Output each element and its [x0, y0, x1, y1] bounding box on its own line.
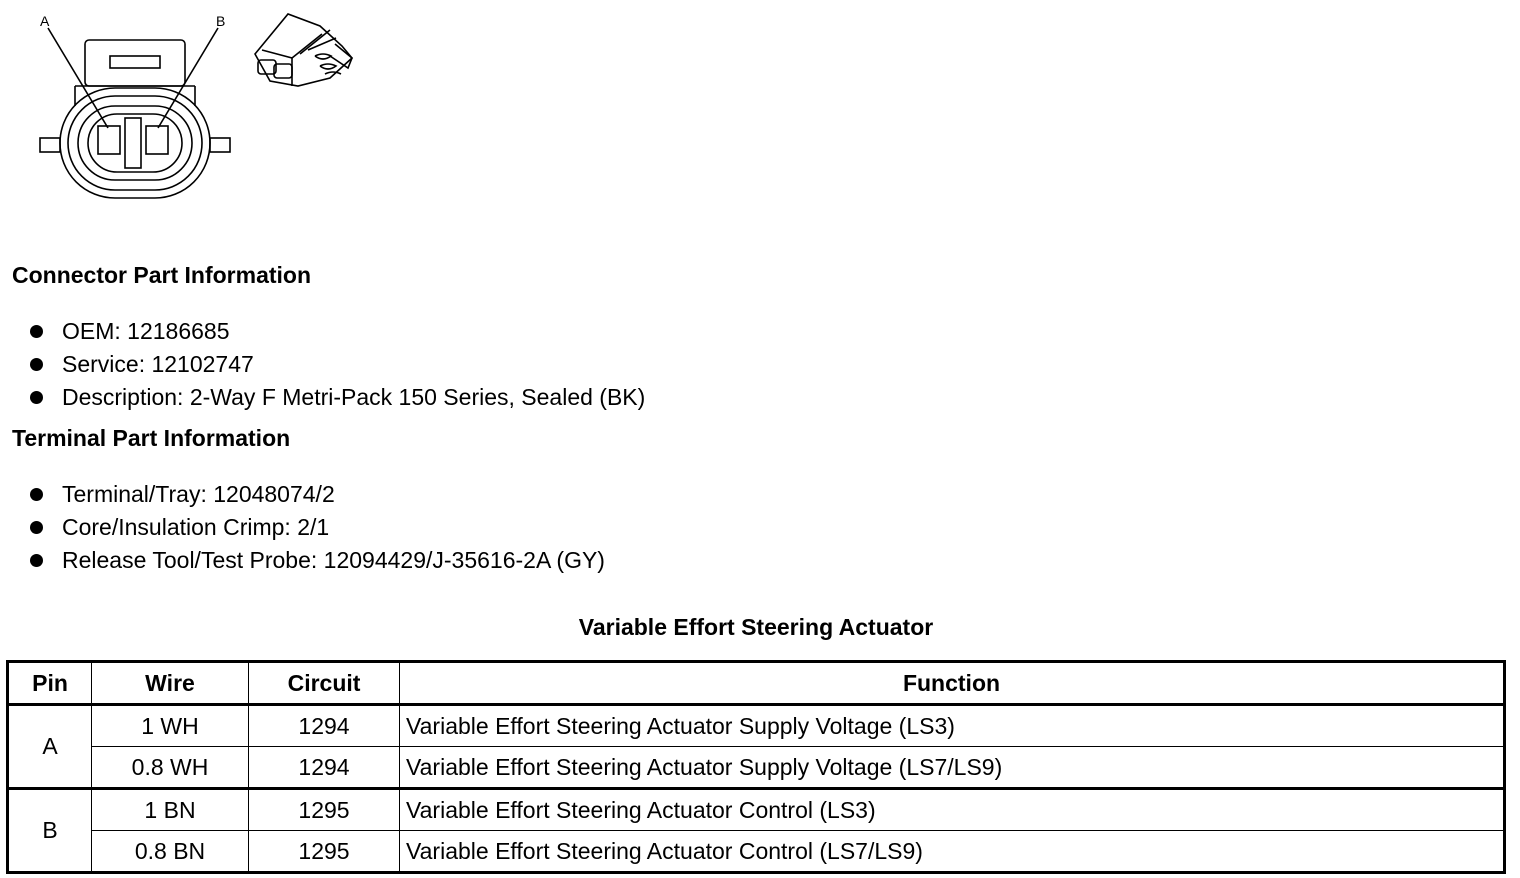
pin-b-cavity: [146, 126, 168, 154]
pin-cell: B: [8, 789, 92, 873]
circuit-cell: 1295: [249, 831, 400, 873]
terminal-info-heading: Terminal Part Information: [12, 425, 291, 451]
connector-housing-top: [85, 40, 185, 86]
function-cell: Variable Effort Steering Actuator Control (LS3): [400, 789, 1505, 831]
bullet-icon: [30, 325, 43, 338]
list-item: [30, 478, 605, 511]
header-wire: Wire: [92, 662, 249, 705]
connector-outer-seal: [60, 88, 210, 198]
connector-side-tab-left: [40, 138, 60, 152]
function-cell: Variable Effort Steering Actuator Supply Voltage (LS3): [400, 705, 1505, 747]
connector-isometric-icon: [255, 14, 352, 86]
circuit-cell: 1295: [249, 789, 400, 831]
bullet-icon: [30, 488, 43, 501]
pinout-table: [6, 660, 1506, 874]
connector-oem: OEM: 12186685: [62, 318, 230, 344]
connector-info-list: [30, 315, 645, 414]
pin-b-label: B: [216, 13, 226, 29]
bullet-icon: [30, 391, 43, 404]
table-row: [8, 831, 1505, 873]
wire-cell: 1 WH: [92, 705, 249, 747]
connector-diagram: [30, 6, 370, 206]
list-item: [30, 381, 645, 414]
connector-description: Description: 2-Way F Metri-Pack 150 Series, Sealed (BK): [62, 384, 646, 410]
connector-side-tab-right: [210, 138, 230, 152]
wire-cell: 0.8 BN: [92, 831, 249, 873]
list-item: [30, 511, 605, 544]
wire-cell: 1 BN: [92, 789, 249, 831]
pin-a-label: A: [40, 13, 50, 29]
pin-a-cavity: [98, 126, 120, 154]
pin-cell: A: [8, 705, 92, 789]
pin-b-leader-line: [158, 28, 218, 128]
bullet-icon: [30, 358, 43, 371]
terminal-info-list: [30, 478, 605, 577]
function-cell: Variable Effort Steering Actuator Supply Voltage (LS7/LS9): [400, 747, 1505, 789]
circuit-cell: 1294: [249, 705, 400, 747]
list-item: [30, 544, 605, 577]
table-row: [8, 705, 1505, 747]
list-item: [30, 315, 645, 348]
bullet-icon: [30, 554, 43, 567]
header-function: Function: [400, 662, 1505, 705]
list-item: [30, 348, 645, 381]
circuit-cell: 1294: [249, 747, 400, 789]
terminal-release-tool: Release Tool/Test Probe: 12094429/J-35616-2A (GY): [62, 547, 605, 573]
connector-service: Service: 12102747: [62, 351, 254, 377]
table-row: [8, 789, 1505, 831]
header-circuit: Circuit: [249, 662, 400, 705]
wire-cell: 0.8 WH: [92, 747, 249, 789]
table-header-row: [8, 662, 1505, 705]
function-cell: Variable Effort Steering Actuator Control (LS7/LS9): [400, 831, 1505, 873]
terminal-tray: Terminal/Tray: 12048074/2: [62, 481, 335, 507]
connector-info-heading: Connector Part Information: [12, 262, 312, 288]
table-row: [8, 747, 1505, 789]
terminal-crimp: Core/Insulation Crimp: 2/1: [62, 514, 330, 540]
table-title: Variable Effort Steering Actuator: [578, 614, 934, 640]
bullet-icon: [30, 521, 43, 534]
connector-latch-window: [110, 56, 160, 68]
header-pin: Pin: [8, 662, 92, 705]
